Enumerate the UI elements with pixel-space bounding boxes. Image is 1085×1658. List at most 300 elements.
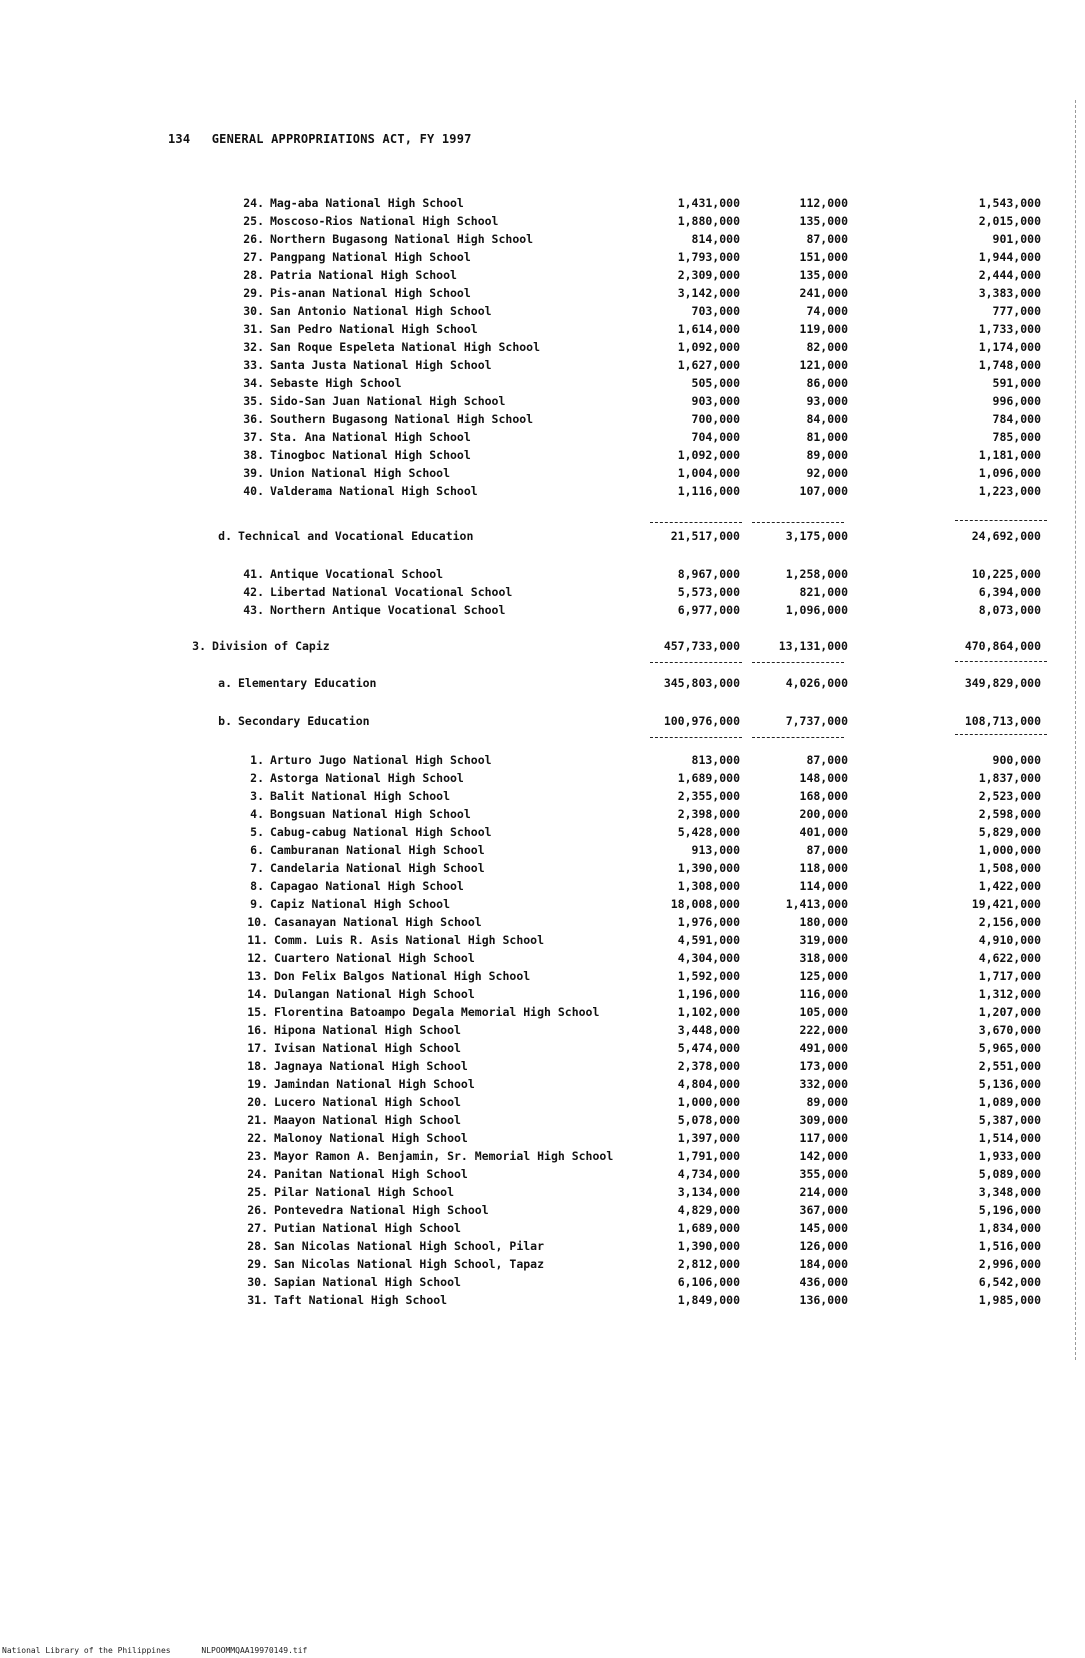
amount-col1: 3,134,000 — [677, 1185, 740, 1199]
amount-total: 900,000 — [992, 753, 1041, 767]
amount-col1: 5,078,000 — [677, 1113, 740, 1127]
amount-col2: 4,026,000 — [785, 676, 848, 690]
row-number: 29. — [243, 286, 264, 300]
row-label: Dulangan National High School — [274, 987, 475, 1001]
table-row — [0, 1058, 1085, 1074]
row-label: Antique Vocational School — [270, 567, 444, 581]
table-row — [0, 968, 1085, 984]
row-number: 8. — [250, 879, 264, 893]
row-label: Southern Bugasong National High School — [270, 412, 534, 426]
row-number: 27. — [247, 1221, 268, 1235]
amount-col2: 87,000 — [806, 843, 848, 857]
amount-col1: 8,967,000 — [677, 567, 740, 581]
amount-total: 5,089,000 — [978, 1167, 1041, 1181]
row-number: 28. — [243, 268, 264, 282]
amount-col2: 318,000 — [799, 951, 848, 965]
amount-col1: 3,448,000 — [677, 1023, 740, 1037]
row-label: Sapian National High School — [274, 1275, 461, 1289]
table-row — [0, 321, 1085, 337]
amount-col1: 4,734,000 — [677, 1167, 740, 1181]
row-label: Capagao National High School — [270, 879, 464, 893]
amount-col1: 1,793,000 — [677, 250, 740, 264]
table-row — [0, 914, 1085, 930]
row-label: Pilar National High School — [274, 1185, 455, 1199]
row-number: 23. — [247, 1149, 268, 1163]
row-label: Lucero National High School — [274, 1095, 461, 1109]
row-number: 16. — [247, 1023, 268, 1037]
row-label: Union National High School — [270, 466, 451, 480]
amount-total: 1,422,000 — [978, 879, 1041, 893]
amount-col1: 1,627,000 — [677, 358, 740, 372]
table-row — [0, 1040, 1085, 1056]
amount-total: 996,000 — [992, 394, 1041, 408]
amount-col1: 1,689,000 — [677, 1221, 740, 1235]
amount-total: 1,717,000 — [978, 969, 1041, 983]
amount-col2: 13,131,000 — [778, 639, 848, 653]
amount-col1: 1,092,000 — [677, 448, 740, 462]
row-number: 7. — [250, 861, 264, 875]
amount-col1: 5,474,000 — [677, 1041, 740, 1055]
row-label: Don Felix Balgos National High School — [274, 969, 531, 983]
amount-col1: 2,378,000 — [677, 1059, 740, 1073]
amount-col2: 355,000 — [799, 1167, 848, 1181]
row-label: San Nicolas National High School, Tapaz — [274, 1257, 545, 1271]
amount-total: 1,174,000 — [978, 340, 1041, 354]
row-number: 33. — [243, 358, 264, 372]
amount-col2: 491,000 — [799, 1041, 848, 1055]
amount-total: 108,713,000 — [964, 714, 1041, 728]
amount-total: 591,000 — [992, 376, 1041, 390]
amount-col2: 89,000 — [806, 1095, 848, 1109]
amount-total: 1,543,000 — [978, 196, 1041, 210]
amount-col2: 7,737,000 — [785, 714, 848, 728]
row-number: 4. — [250, 807, 264, 821]
row-label: Maayon National High School — [274, 1113, 461, 1127]
amount-col1: 1,102,000 — [677, 1005, 740, 1019]
row-label: Cuartero National High School — [274, 951, 475, 965]
amount-total: 2,523,000 — [978, 789, 1041, 803]
amount-col1: 3,142,000 — [677, 286, 740, 300]
amount-col2: 142,000 — [799, 1149, 848, 1163]
amount-col1: 814,000 — [691, 232, 740, 246]
amount-total: 5,136,000 — [978, 1077, 1041, 1091]
row-label: Ivisan National High School — [274, 1041, 461, 1055]
table-row — [0, 602, 1085, 618]
table-row — [0, 1130, 1085, 1146]
table-row — [0, 950, 1085, 966]
amount-col2: 821,000 — [799, 585, 848, 599]
subtotal-rule — [955, 520, 1047, 521]
amount-col2: 214,000 — [799, 1185, 848, 1199]
row-number: 17. — [247, 1041, 268, 1055]
row-number: 1. — [250, 753, 264, 767]
row-label: Hipona National High School — [274, 1023, 461, 1037]
amount-col2: 309,000 — [799, 1113, 848, 1127]
amount-total: 470,864,000 — [964, 639, 1041, 653]
amount-total: 1,516,000 — [978, 1239, 1041, 1253]
table-row — [0, 465, 1085, 481]
row-label: Jagnaya National High School — [274, 1059, 468, 1073]
row-label: Valderama National High School — [270, 484, 478, 498]
row-label: Pontevedra National High School — [274, 1203, 489, 1217]
row-number: 38. — [243, 448, 264, 462]
subtotal-rule — [650, 522, 742, 523]
page-number: 134 — [168, 132, 191, 146]
row-number: 20. — [247, 1095, 268, 1109]
amount-col1: 1,000,000 — [677, 1095, 740, 1109]
row-number: 30. — [247, 1275, 268, 1289]
amount-total: 19,421,000 — [971, 897, 1041, 911]
amount-col2: 82,000 — [806, 340, 848, 354]
amount-col2: 180,000 — [799, 915, 848, 929]
amount-col1: 1,431,000 — [677, 196, 740, 210]
row-label: San Nicolas National High School, Pilar — [274, 1239, 545, 1253]
amount-col2: 89,000 — [806, 448, 848, 462]
amount-col2: 126,000 — [799, 1239, 848, 1253]
row-number: 30. — [243, 304, 264, 318]
row-number: 27. — [243, 250, 264, 264]
row-number: 36. — [243, 412, 264, 426]
amount-total: 4,622,000 — [978, 951, 1041, 965]
table-row — [0, 267, 1085, 283]
row-number: 15. — [247, 1005, 268, 1019]
amount-total: 3,383,000 — [978, 286, 1041, 300]
amount-col1: 18,008,000 — [670, 897, 740, 911]
amount-col1: 1,390,000 — [677, 861, 740, 875]
row-number: 28. — [247, 1239, 268, 1253]
table-row — [0, 1022, 1085, 1038]
row-label: Secondary Education — [238, 714, 370, 728]
row-number: 18. — [247, 1059, 268, 1073]
amount-total: 1,733,000 — [978, 322, 1041, 336]
page-title: GENERAL APPROPRIATIONS ACT, FY 1997 — [211, 132, 472, 146]
amount-col1: 1,592,000 — [677, 969, 740, 983]
row-label: Putian National High School — [274, 1221, 461, 1235]
amount-total: 1,933,000 — [978, 1149, 1041, 1163]
row-number: d. — [218, 529, 232, 543]
amount-col2: 92,000 — [806, 466, 848, 480]
row-label: Panitan National High School — [274, 1167, 468, 1181]
amount-col2: 121,000 — [799, 358, 848, 372]
amount-col2: 1,258,000 — [785, 567, 848, 581]
amount-col1: 2,398,000 — [677, 807, 740, 821]
row-label: Florentina Batoampo Degala Memorial High School — [274, 1005, 600, 1019]
subtotal-rule — [752, 522, 844, 523]
amount-total: 5,196,000 — [978, 1203, 1041, 1217]
amount-col1: 5,573,000 — [677, 585, 740, 599]
amount-col1: 1,976,000 — [677, 915, 740, 929]
amount-col1: 1,004,000 — [677, 466, 740, 480]
row-label: Jamindan National High School — [274, 1077, 475, 1091]
amount-total: 2,598,000 — [978, 807, 1041, 821]
amount-col1: 1,308,000 — [677, 879, 740, 893]
scan-footer — [2, 1646, 333, 1655]
table-row — [0, 411, 1085, 427]
row-label: Pis-anan National High School — [270, 286, 471, 300]
row-label: Moscoso-Rios National High School — [270, 214, 499, 228]
table-row — [0, 249, 1085, 265]
amount-total: 1,837,000 — [978, 771, 1041, 785]
amount-col1: 1,689,000 — [677, 771, 740, 785]
table-row — [0, 770, 1085, 786]
table-row — [0, 713, 1085, 729]
amount-col2: 436,000 — [799, 1275, 848, 1289]
row-number: 34. — [243, 376, 264, 390]
amount-col2: 319,000 — [799, 933, 848, 947]
table-row — [0, 1148, 1085, 1164]
table-row — [0, 528, 1085, 544]
amount-col2: 222,000 — [799, 1023, 848, 1037]
table-row — [0, 357, 1085, 373]
row-number: 24. — [247, 1167, 268, 1181]
amount-col2: 125,000 — [799, 969, 848, 983]
row-number: 43. — [243, 603, 264, 617]
table-row — [0, 1220, 1085, 1236]
amount-col1: 2,355,000 — [677, 789, 740, 803]
amount-col2: 87,000 — [806, 232, 848, 246]
amount-col2: 84,000 — [806, 412, 848, 426]
amount-col1: 345,803,000 — [663, 676, 740, 690]
amount-col1: 704,000 — [691, 430, 740, 444]
row-number: 31. — [243, 322, 264, 336]
amount-col2: 367,000 — [799, 1203, 848, 1217]
amount-total: 1,748,000 — [978, 358, 1041, 372]
amount-total: 785,000 — [992, 430, 1041, 444]
amount-total: 1,985,000 — [978, 1293, 1041, 1307]
row-label: Sta. Ana National High School — [270, 430, 471, 444]
amount-col2: 332,000 — [799, 1077, 848, 1091]
amount-col1: 4,804,000 — [677, 1077, 740, 1091]
amount-col1: 4,591,000 — [677, 933, 740, 947]
amount-total: 1,508,000 — [978, 861, 1041, 875]
table-row — [0, 213, 1085, 229]
table-row — [0, 1238, 1085, 1254]
row-label: San Pedro National High School — [270, 322, 478, 336]
table-row — [0, 231, 1085, 247]
subtotal-rule — [955, 661, 1047, 662]
row-number: 10. — [247, 915, 268, 929]
table-row — [0, 1274, 1085, 1290]
row-label: Patria National High School — [270, 268, 457, 282]
amount-col2: 114,000 — [799, 879, 848, 893]
row-number: 2. — [250, 771, 264, 785]
amount-total: 24,692,000 — [971, 529, 1041, 543]
footer-library: National Library of the Philippines — [2, 1646, 171, 1655]
row-number: a. — [218, 676, 232, 690]
row-label: San Antonio National High School — [270, 304, 492, 318]
table-row — [0, 447, 1085, 463]
amount-col2: 93,000 — [806, 394, 848, 408]
row-number: 39. — [243, 466, 264, 480]
amount-col2: 1,096,000 — [785, 603, 848, 617]
table-row — [0, 584, 1085, 600]
page-header — [168, 132, 472, 146]
table-row — [0, 638, 1085, 654]
row-label: Arturo Jugo National High School — [270, 753, 492, 767]
table-row — [0, 483, 1085, 499]
table-row — [0, 1292, 1085, 1308]
row-label: Division of Capiz — [212, 639, 330, 653]
row-number: 14. — [247, 987, 268, 1001]
amount-col2: 107,000 — [799, 484, 848, 498]
amount-total: 901,000 — [992, 232, 1041, 246]
table-row — [0, 566, 1085, 582]
amount-total: 777,000 — [992, 304, 1041, 318]
amount-total: 2,015,000 — [978, 214, 1041, 228]
amount-total: 1,089,000 — [978, 1095, 1041, 1109]
subtotal-rule — [752, 662, 844, 663]
row-number: 35. — [243, 394, 264, 408]
amount-col2: 184,000 — [799, 1257, 848, 1271]
row-number: 32. — [243, 340, 264, 354]
amount-col1: 1,397,000 — [677, 1131, 740, 1145]
amount-total: 1,207,000 — [978, 1005, 1041, 1019]
table-row — [0, 986, 1085, 1002]
amount-total: 1,000,000 — [978, 843, 1041, 857]
amount-col2: 105,000 — [799, 1005, 848, 1019]
table-row — [0, 285, 1085, 301]
amount-col1: 2,309,000 — [677, 268, 740, 282]
table-row — [0, 788, 1085, 804]
amount-col1: 1,116,000 — [677, 484, 740, 498]
amount-col1: 21,517,000 — [670, 529, 740, 543]
row-label: Candelaria National High School — [270, 861, 485, 875]
row-label: Sido-San Juan National High School — [270, 394, 506, 408]
row-number: 25. — [247, 1185, 268, 1199]
table-row — [0, 860, 1085, 876]
amount-total: 1,223,000 — [978, 484, 1041, 498]
row-number: 25. — [243, 214, 264, 228]
row-label: Malonoy National High School — [274, 1131, 468, 1145]
amount-total: 1,312,000 — [978, 987, 1041, 1001]
amount-col1: 5,428,000 — [677, 825, 740, 839]
row-number: 19. — [247, 1077, 268, 1091]
row-number: 37. — [243, 430, 264, 444]
row-label: Taft National High School — [274, 1293, 448, 1307]
table-row — [0, 393, 1085, 409]
amount-total: 2,444,000 — [978, 268, 1041, 282]
row-label: Astorga National High School — [270, 771, 464, 785]
amount-col1: 4,829,000 — [677, 1203, 740, 1217]
row-number: 29. — [247, 1257, 268, 1271]
amount-col2: 116,000 — [799, 987, 848, 1001]
row-label: Cabug-cabug National High School — [270, 825, 492, 839]
amount-total: 5,829,000 — [978, 825, 1041, 839]
row-label: Elementary Education — [238, 676, 377, 690]
row-label: Northern Bugasong National High School — [270, 232, 534, 246]
amount-total: 2,551,000 — [978, 1059, 1041, 1073]
row-number: 26. — [243, 232, 264, 246]
amount-total: 784,000 — [992, 412, 1041, 426]
amount-col2: 3,175,000 — [785, 529, 848, 543]
amount-col1: 6,977,000 — [677, 603, 740, 617]
row-label: Pangpang National High School — [270, 250, 471, 264]
row-number: 13. — [247, 969, 268, 983]
table-row — [0, 1094, 1085, 1110]
amount-col1: 1,791,000 — [677, 1149, 740, 1163]
table-row — [0, 1202, 1085, 1218]
amount-col1: 1,196,000 — [677, 987, 740, 1001]
amount-total: 5,387,000 — [978, 1113, 1041, 1127]
row-number: 41. — [243, 567, 264, 581]
subtotal-rule — [650, 737, 742, 738]
row-label: San Roque Espeleta National High School — [270, 340, 541, 354]
amount-col2: 119,000 — [799, 322, 848, 336]
amount-col2: 135,000 — [799, 214, 848, 228]
subtotal-rule — [650, 662, 742, 663]
row-number: 26. — [247, 1203, 268, 1217]
table-row — [0, 195, 1085, 211]
amount-total: 10,225,000 — [971, 567, 1041, 581]
amount-col2: 168,000 — [799, 789, 848, 803]
amount-col2: 118,000 — [799, 861, 848, 875]
amount-col2: 81,000 — [806, 430, 848, 444]
table-row — [0, 878, 1085, 894]
amount-total: 1,096,000 — [978, 466, 1041, 480]
row-number: 12. — [247, 951, 268, 965]
amount-col1: 813,000 — [691, 753, 740, 767]
row-label: Casanayan National High School — [274, 915, 482, 929]
row-label: Balit National High School — [270, 789, 451, 803]
table-row — [0, 1004, 1085, 1020]
amount-total: 5,965,000 — [978, 1041, 1041, 1055]
amount-col2: 136,000 — [799, 1293, 848, 1307]
table-row — [0, 806, 1085, 822]
row-number: 24. — [243, 196, 264, 210]
amount-total: 1,514,000 — [978, 1131, 1041, 1145]
table-row — [0, 675, 1085, 691]
amount-col1: 100,976,000 — [663, 714, 740, 728]
table-row — [0, 1166, 1085, 1182]
row-label: Bongsuan National High School — [270, 807, 471, 821]
amount-col1: 903,000 — [691, 394, 740, 408]
row-number: 11. — [247, 933, 268, 947]
amount-total: 6,542,000 — [978, 1275, 1041, 1289]
subtotal-rule — [752, 737, 844, 738]
amount-col1: 457,733,000 — [663, 639, 740, 653]
amount-col1: 703,000 — [691, 304, 740, 318]
amount-col2: 135,000 — [799, 268, 848, 282]
row-label: Mag-aba National High School — [270, 196, 464, 210]
row-number: 42. — [243, 585, 264, 599]
amount-col1: 2,812,000 — [677, 1257, 740, 1271]
amount-total: 2,996,000 — [978, 1257, 1041, 1271]
amount-col1: 1,880,000 — [677, 214, 740, 228]
amount-col2: 145,000 — [799, 1221, 848, 1235]
amount-total: 6,394,000 — [978, 585, 1041, 599]
amount-col2: 74,000 — [806, 304, 848, 318]
row-number: 21. — [247, 1113, 268, 1127]
row-label: Technical and Vocational Education — [238, 529, 474, 543]
row-number: 5. — [250, 825, 264, 839]
amount-col2: 1,413,000 — [785, 897, 848, 911]
amount-col1: 6,106,000 — [677, 1275, 740, 1289]
amount-col2: 241,000 — [799, 286, 848, 300]
subtotal-rule — [955, 734, 1047, 735]
row-label: Northern Antique Vocational School — [270, 603, 506, 617]
table-row — [0, 375, 1085, 391]
amount-col1: 1,390,000 — [677, 1239, 740, 1253]
row-label: Sebaste High School — [270, 376, 402, 390]
amount-col2: 86,000 — [806, 376, 848, 390]
amount-col2: 401,000 — [799, 825, 848, 839]
row-label: Comm. Luis R. Asis National High School — [274, 933, 545, 947]
table-row — [0, 896, 1085, 912]
amount-col2: 200,000 — [799, 807, 848, 821]
row-label: Tinogboc National High School — [270, 448, 471, 462]
amount-col2: 151,000 — [799, 250, 848, 264]
amount-col1: 1,614,000 — [677, 322, 740, 336]
